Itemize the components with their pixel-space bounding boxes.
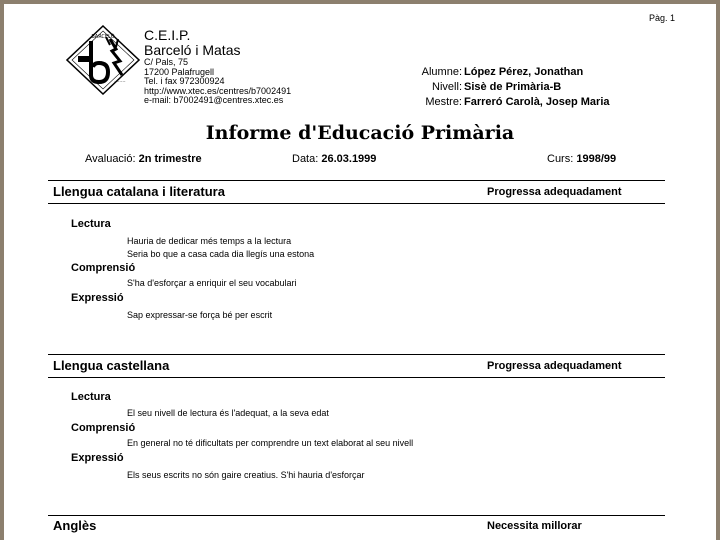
mestre-value: Farreró Carolà, Josep Maria xyxy=(464,96,610,108)
page-number: Pàg. 1 xyxy=(649,13,676,23)
school-name-line1: C.E.I.P. xyxy=(144,27,191,43)
avaluacio-label: Avaluació: xyxy=(85,153,136,165)
curs-label: Curs: xyxy=(547,153,574,165)
school-logo xyxy=(66,25,140,95)
category-label: Comprensió xyxy=(71,262,136,274)
mestre-label: Mestre: xyxy=(425,96,462,108)
nivell-label: Nivell: xyxy=(432,81,462,93)
category-label: Expressió xyxy=(71,292,124,304)
school-info xyxy=(144,28,291,106)
subject-progress: Progressa adequadament xyxy=(487,360,622,372)
nivell-value: Sisè de Primària-B xyxy=(464,81,562,93)
school-email: e-mail: b7002491@centres.xtec.es xyxy=(144,95,284,105)
data-label: Data: xyxy=(292,153,319,165)
school-city: 17200 Palafrugell xyxy=(144,66,215,77)
divider xyxy=(48,515,665,516)
data-value: 26.03.1999 xyxy=(321,153,377,165)
subject-progress: Necessita millorar xyxy=(487,520,582,532)
comment: Seria bo que a casa cada dia llegís una estona xyxy=(127,249,315,259)
data-field xyxy=(292,153,376,165)
divider xyxy=(48,180,665,181)
avaluacio-field xyxy=(85,153,202,165)
category-label: Expressió xyxy=(71,452,124,464)
svg-text:~~~~: ~~~~ xyxy=(114,80,126,84)
alumne-label: Alumne: xyxy=(421,66,462,78)
subject-title: Llengua castellana xyxy=(53,358,170,373)
divider xyxy=(48,354,665,355)
divider xyxy=(48,377,665,378)
subject-title: Anglès xyxy=(53,518,97,533)
student-info xyxy=(344,65,610,110)
comment: En general no té dificultats per comprendre un text elaborat al seu nivell xyxy=(127,438,414,448)
logo-text: BARCELÓ xyxy=(91,34,115,40)
school-name-line2: Barceló i Matas xyxy=(144,42,241,58)
report-title: Informe d'Educació Primària xyxy=(205,122,515,144)
category-label: Comprensió xyxy=(71,422,136,434)
category-label: Lectura xyxy=(71,391,111,403)
subject-title: Llengua catalana i literatura xyxy=(53,184,225,199)
report-page xyxy=(4,4,716,540)
comment: Hauria de dedicar més temps a la lectura xyxy=(127,236,292,246)
curs-field xyxy=(547,153,616,165)
comment: Els seus escrits no són gaire creatius. S'hi hauria d'esforçar xyxy=(127,470,365,480)
divider xyxy=(48,203,665,204)
school-phone: Tel. i fax 972300924 xyxy=(144,76,225,86)
category-label: Lectura xyxy=(71,218,111,230)
avaluacio-value: 2n trimestre xyxy=(138,153,202,165)
school-web: http://www.xtec.es/centres/b7002491 xyxy=(144,85,292,96)
curs-value: 1998/99 xyxy=(576,153,617,165)
school-address: C/ Pals, 75 xyxy=(144,57,189,67)
comment: S'ha d'esforçar a enriquir el seu vocabulari xyxy=(127,278,297,288)
comment: El seu nivell de lectura és l'adequat, a la seva edat xyxy=(127,408,329,418)
alumne-value: López Pérez, Jonathan xyxy=(464,66,584,78)
comment: Sap expressar-se força bé per escrit xyxy=(127,310,273,320)
subject-progress: Progressa adequadament xyxy=(487,186,622,198)
